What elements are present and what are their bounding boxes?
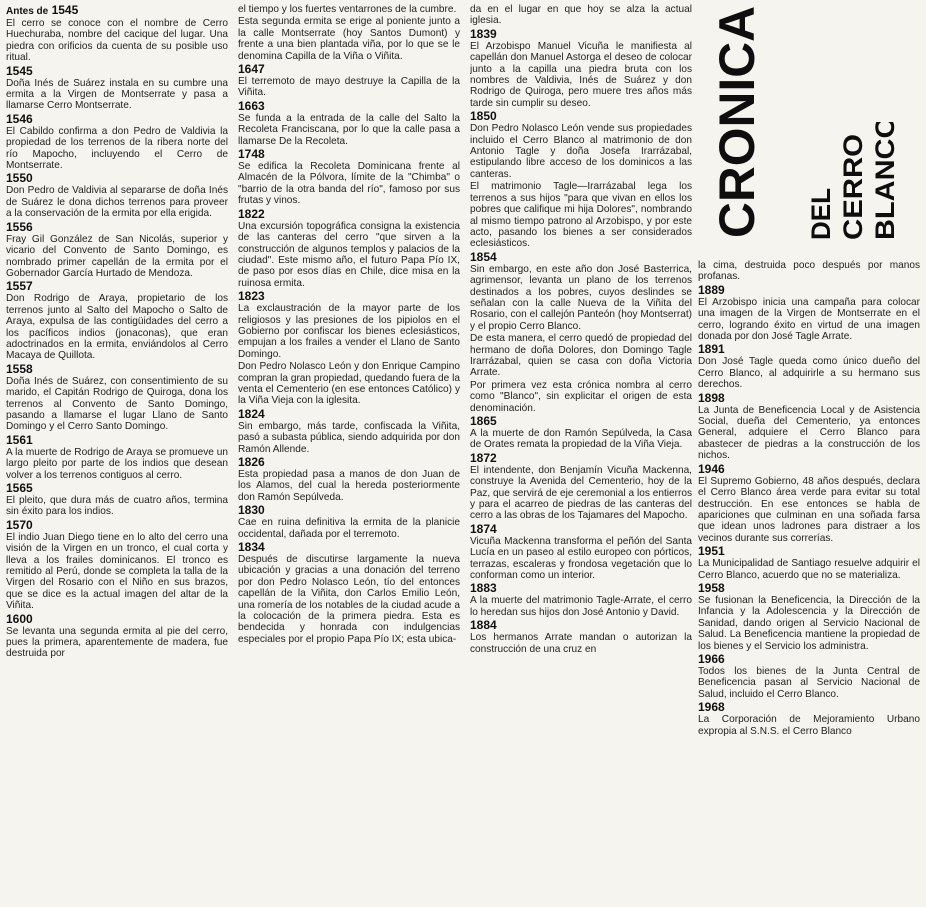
subtitle-blanco: BLANCO: [870, 124, 900, 240]
chronicle-entry: [6, 613, 228, 660]
column-4: [698, 260, 920, 902]
entry-text: Los hermanos Arrate mandan o autorizan la construcción de una cruz en: [470, 632, 692, 655]
entry-year: [470, 452, 692, 465]
entry-text: Fray Gil González de San Nicolás, superior y vicario del Convento de Santo Domingo, es nombrado primer capellán de la ermita por el Gobernador García Hurtado de Mendoza.: [6, 233, 228, 279]
chronicle-entry: [698, 260, 920, 283]
chronicle-entry: [698, 582, 920, 652]
chronicle-entry: [6, 65, 228, 112]
entry-text: Sin embargo, en este año don José Basterrica, agrimensor, levanta un plano de los terrenos destinados a los pobres, cuyos deslindes se señalan con la calle Nueva de la Viñita del Rosario, con el callejón Panteón (hoy Montserrat) y el propio Cerro Blanco.: [470, 263, 692, 332]
entry-year-number: 1558: [6, 361, 33, 376]
chronicle-entry: [238, 504, 460, 540]
entry-year: [470, 582, 692, 595]
column-3: [470, 4, 692, 904]
entry-year: [698, 284, 920, 297]
entry-year: [470, 619, 692, 632]
chronicle-entry: [238, 16, 460, 62]
chronicle-entry: [238, 290, 460, 360]
entry-year-number: 1557: [6, 279, 33, 294]
entry-year: [238, 100, 460, 113]
chronicle-entry: [6, 4, 228, 64]
entry-year: [698, 653, 920, 666]
entry-year-number: 1865: [470, 414, 497, 428]
entry-year: [698, 463, 920, 476]
entry-year-number: 1898: [698, 390, 725, 405]
chronicle-entry: [238, 361, 460, 407]
entry-year-number: 1951: [698, 544, 725, 559]
entry-year-number: 1850: [470, 109, 497, 124]
entry-year-number: 1561: [6, 432, 33, 447]
entry-text: De esta manera, el cerro quedó de propiedad del hermano de doña Dolores, don Domingo Tagle Irarrázabal, quien se casa con doña Victoria Arrate.: [470, 333, 692, 379]
entry-year: [698, 582, 920, 595]
entry-year: [6, 363, 228, 376]
entry-year: [698, 392, 920, 405]
chronicle-entry: [6, 280, 228, 361]
entry-text: Cae en ruina definitiva la ermita de la planicie occidental, dañada por el terremoto.: [238, 517, 460, 540]
chronicle-entry: [238, 541, 460, 645]
entry-text: El indio Juan Diego tiene en lo alto del cerro una visión de la Virgen en un tronco, el cual corta y lleva a los frailes dominicanos. El tronco es remitido al Perú, donde se completa la talla de la Virgen del Rosario con el Niño en sus brazos, que se dice es la actual imagen del altar de la Viñita.: [6, 531, 228, 612]
entry-text: el tiempo y los fuertes ventarrones de la cumbre.: [238, 4, 457, 15]
entry-text: El terremoto de mayo destruye la Capilla de la Viñita.: [238, 76, 460, 99]
chronicle-entry: [698, 392, 920, 462]
chronicle-entry: [698, 701, 920, 737]
entry-year: [238, 290, 460, 303]
entry-year: [6, 4, 228, 18]
entry-year: [6, 172, 228, 185]
entry-year-number: 1839: [470, 26, 497, 41]
chronicle-entry: [698, 653, 920, 700]
entry-year-number: 1883: [470, 581, 497, 596]
entry-year-number: 1958: [698, 580, 725, 595]
entry-text: El matrimonio Tagle—Irarrázabal lega los terrenos a sus hijos "para que vivan en ellos los pobres que califique mi hija Dolores", nombrando al mismo tiempo patrono al Arzobispo, y por este acto, pasando los bienes a ser considerados eclesiásticos.: [470, 181, 692, 250]
entry-year: [6, 482, 228, 495]
entry-year: [238, 504, 460, 517]
chronicle-entry: [698, 545, 920, 581]
entry-year: [470, 28, 692, 41]
column-1: [6, 4, 228, 904]
chronicle-entry: [238, 408, 460, 455]
entry-year-number: 1824: [238, 406, 265, 421]
entry-text: Se fusionan la Beneficencia, la Dirección de la Infancia y la Adolescencia y la Dirección de Sanidad, dando origen al Servicio Nacional de Salud. La Beneficencia mantiene la propiedad de los bienes y el Servicio los administra.: [698, 594, 920, 652]
entry-text: Se levanta una segunda ermita al pie del cerro, pues la primera, aparentemente de madera, fue destruida por: [6, 625, 228, 660]
entry-year-number: 1966: [698, 651, 725, 666]
chronicle-entry: [470, 619, 692, 655]
entry-year-number: 1545: [6, 63, 33, 78]
entry-year: [6, 113, 228, 126]
chronicle-entry: [698, 463, 920, 544]
entry-year: [6, 613, 228, 626]
chronicle-entry: [698, 343, 920, 390]
chronicle-entry: [6, 482, 228, 518]
entry-year: [238, 456, 460, 469]
entry-text: da en el lugar en que hoy se alza la actual iglesia.: [470, 4, 692, 27]
entry-text: Don Rodrigo de Araya, propietario de los terrenos junto al Salto del Mapocho o Salto de Araya, expulsa de las contigüidades del cerro a los pacíficos indios (jonaconas), que eran adoctrinados en la ermita, enviándolos al Cerro Macaya de Quillota.: [6, 293, 228, 362]
chronicle-entry: [470, 181, 692, 249]
entry-text: Después de discutirse largamente la nueva ubicación y gracias a una donación del terreno por don Pedro Nolasco León, tío del entonces capellán de la Viñita, don Carlos Emilio León, una romería de los notables de la ciudad acude a la colocación de la primera piedra. Esta es bendecida y honrada con indulgencias especiales por el propio Papa Pío IX; esta ubica-: [238, 554, 460, 645]
chronicle-entry: [238, 4, 460, 15]
chronicle-entry: [6, 172, 228, 219]
entry-text: Sin embargo, más tarde, confiscada la Viñita, pasó a subasta pública, siendo adquirida por don Ramón Allende.: [238, 420, 460, 455]
entry-year-number: 1968: [698, 700, 725, 715]
column-2: [238, 4, 460, 904]
chronicle-entry: [238, 63, 460, 99]
chronicle-entry: [470, 251, 692, 332]
entry-year: [6, 519, 228, 532]
entry-year-number: 1565: [6, 481, 33, 495]
entry-year-number: 1556: [6, 219, 33, 234]
entry-text: A la muerte de don Ramón Sepúlveda, la Casa de Orates remata la propiedad de la Viña Vieja.: [470, 428, 692, 451]
entry-text: El pleito, que dura más de cuatro años, termina sin éxito para los indios.: [6, 495, 228, 518]
entry-year-number: 1889: [698, 282, 725, 297]
entry-year: [238, 148, 460, 161]
entry-text: Se funda a la entrada de la calle del Salto la Recoleta Franciscana, por lo que la calle pasa a llamarse De la Recoleta.: [238, 112, 460, 147]
entry-text: la cima, destruida poco después por manos profanas.: [698, 260, 920, 283]
entry-year-number: 1748: [238, 147, 265, 162]
entry-year-number: 1834: [238, 540, 265, 555]
subtitle-cerro: CERRO: [838, 142, 868, 240]
entry-text: Vicuña Mackenna transforma el peñón del Santa Lucía en un paseo al estilo europeo con pórticos, terrazas, escaleras y frondosa vegetación que lo conforman como un interior.: [470, 535, 692, 582]
chronicle-entry: [6, 113, 228, 172]
entry-year: [470, 415, 692, 428]
entry-year-number: 1600: [6, 611, 33, 626]
entry-year-number: 1823: [238, 289, 265, 304]
chronicle-entry: [470, 28, 692, 109]
chronicle-entry: [470, 523, 692, 582]
entry-year-number: 1663: [238, 98, 265, 113]
chronicle-entry: [470, 582, 692, 618]
entry-text: El intendente, don Benjamín Vicuña Mackenna, construye la Avenida del Cementerio, hoy de la Paz, que servirá de eje ceremonial a los entierros y para el acarreo de piedras de las canteras del cerro a las obras de los Tajamares del Mapocho.: [470, 464, 692, 522]
entry-text: El Supremo Gobierno, 48 años después, declara el Cerro Blanco área verde para evitar su total destrucción. En ese entonces se habla de apariciones que culminan en una soñada farsa que idean unos ladrones para distraer a los vecinos durante sus correrías.: [698, 475, 920, 544]
chronicle-entry: [470, 333, 692, 379]
entry-text: La Municipalidad de Santiago resuelve adquirir el Cerro Blanco, acuerdo que no se materializa.: [698, 558, 920, 581]
main-title: [694, 2, 786, 242]
entry-text: La Junta de Beneficencia Local y de Asistencia Social, dueña del Cementerio, ya entonces General, adquiere el Cerro Blanco para abastecer de piedras a la construcción de los nichos.: [698, 404, 920, 462]
entry-year-number: 1946: [698, 461, 725, 476]
entry-year-number: 1854: [470, 249, 497, 264]
chronicle-entry: [698, 284, 920, 343]
subtitle-word-3: [866, 122, 900, 252]
entry-year: [6, 280, 228, 293]
entry-year: [470, 110, 692, 123]
entry-text: Esta segunda ermita se erige al poniente junto a la calle Montserrate (hoy Santos Dumont) y frente a una bien plantada viña, por lo que se le denomina Capilla de la Viña o Viñita.: [238, 16, 460, 62]
entry-year-number: 1570: [6, 517, 33, 532]
entry-year: [6, 434, 228, 447]
entry-year-number: 1545: [51, 4, 79, 17]
chronicle-entry: [470, 380, 692, 414]
entry-text: Se edifica la Recoleta Dominicana frente al Almacén de la Pólvora, límite de la "Chimba" o "barrio de la otra banda del río", famoso por sus frutas y vinos.: [238, 161, 460, 207]
chronicle-entry: [6, 434, 228, 481]
entry-year: [6, 221, 228, 234]
entry-text: Doña Inés de Suárez, con consentimiento de su marido, el Capitán Rodrigo de Quiroga, dona los terrenos al Convento de Santo Domingo, pasando a llamarse el lugar Llano de Santo Domingo y el Cerro Santo Domingo.: [6, 375, 228, 433]
chronicle-entry: [470, 110, 692, 180]
entry-year-prefix: Antes de: [6, 6, 49, 17]
subtitle-word-2: [834, 122, 868, 252]
entry-year-number: 1872: [470, 450, 497, 465]
subtitle-del: DEL: [806, 186, 836, 240]
entry-text: El cerro se conoce con el nombre de Cerro Huechuraba, nombre del cacique del lugar. Una piedra con orificios da cuenta de su posible uso ritual.: [6, 18, 228, 64]
subtitle-word-1: [802, 122, 836, 252]
entry-year: [470, 523, 692, 536]
entry-year-number: 1826: [238, 455, 265, 469]
entry-text: Don Pedro Nolasco León vende sus propiedades incluido el Cerro Blanco al matrimonio de don Antonio Tagle y doña Josefa Irarrázabal, estipulando libre acceso de los dominicos a las canteras.: [470, 123, 692, 180]
chronicle-entry: [470, 415, 692, 451]
entry-text: Todos los bienes de la Junta Central de Beneficencia pasan al Servicio Nacional de Salud, incluido el Cerro Blanco.: [698, 665, 920, 700]
chronicle-entry: [238, 100, 460, 147]
entry-year-number: 1884: [470, 618, 497, 633]
chronicle-entry: [238, 456, 460, 503]
entry-year-number: 1550: [6, 171, 33, 186]
entry-text: Una excursión topográfica consigna la existencia de las canteras del cerro "que sirven a la construcción de algunos templos y palacios de la ciudad". Este mismo año, el futuro Papa Pío IX, de paso por esos días en Chile, dice misa en la ruinosa ermita.: [238, 220, 460, 289]
entry-year: [698, 701, 920, 714]
entry-text: Don Pedro de Valdivia al separarse de doña Inés de Suárez le dona dichos terrenos para proveer a la conservación de la ermita por ella erigida.: [6, 185, 228, 220]
chronicle-entry: [6, 221, 228, 280]
entry-year-number: 1822: [238, 206, 265, 221]
entry-text: El Arzobispo Manuel Vicuña le manifiesta al capellán don Manuel Astorga el deseo de colocar junto a la capilla una piedra bruta con los nombres de Valdivia, Inés de Suárez y don Rodrigo de Quiroga, pero muere tres años más tarde sin cumplir su deseo.: [470, 40, 692, 109]
chronicle-entry: [238, 148, 460, 207]
entry-text: Don José Tagle queda como único dueño del Cerro Blanco, al adquirirle a su hermano sus derechos.: [698, 356, 920, 391]
chronicle-entry: [470, 452, 692, 522]
chronicle-entry: [6, 363, 228, 433]
entry-year: [238, 541, 460, 554]
chronicle-entry: [6, 519, 228, 612]
entry-year: [698, 343, 920, 356]
entry-text: El Arzobispo inicia una campaña para colocar una imagen de la Virgen de Montserrate en el cerro, logrando éxito en virtud de una imagen donada por don José Tagle Arrate.: [698, 296, 920, 343]
entry-year: [238, 208, 460, 221]
entry-year-number: 1830: [238, 503, 265, 518]
entry-year: [6, 65, 228, 78]
entry-year: [698, 545, 920, 558]
entry-text: El Cabildo confirma a don Pedro de Valdivia la propiedad de los terrenos de la ribera norte del río Mapocho, incluyendo el Cerro de Montserrate.: [6, 125, 228, 172]
entry-year: [238, 408, 460, 421]
entry-year-number: 1891: [698, 342, 725, 357]
chronicle-entry: [470, 4, 692, 27]
entry-text: Por primera vez esta crónica nombra al cerro como "Blanco", sin explicitar el origen de esta denominación.: [470, 379, 692, 414]
entry-text: A la muerte de Rodrigo de Araya se promueve un largo pleito por parte de los indios que desean volver a los terrenos contiguos al cerro.: [6, 446, 228, 481]
entry-year: [470, 251, 692, 264]
entry-text: Don Pedro Nolasco León y don Enrique Campino compran la gran propiedad, quedando fuera de la venta el Cementerio (en ese entonces Católico) y la Viña Vieja con la iglesita.: [238, 361, 460, 407]
chronicle-entry: [238, 208, 460, 289]
entry-year-number: 1874: [470, 521, 497, 536]
main-title-text: CRONICA: [709, 4, 765, 238]
entry-text: La exclaustración de la mayor parte de los religiosos y las presiones de los pipiolos en el Gobierno por confiscar los bienes eclesiásticos, empujan a los frailes a vender el Llano de Santo Domingo.: [238, 303, 460, 360]
entry-text: Esta propiedad pasa a manos de don Juan de los Alamos, del cual la hereda posteriormente don Ramón Sepúlveda.: [238, 469, 460, 503]
title-block: [700, 2, 920, 252]
entry-text: La Corporación de Mejoramiento Urbano expropia al S.N.S. el Cerro Blanco: [698, 714, 920, 737]
entry-year: [238, 63, 460, 76]
entry-year-number: 1546: [6, 111, 33, 126]
entry-year-number: 1647: [238, 62, 265, 77]
entry-text: Doña Inés de Suárez instala en su cumbre una ermita a la Virgen de Montserrate y pasa a llamarse Cerro Montserrate.: [6, 77, 228, 112]
entry-text: A la muerte del matrimonio Tagle-Arrate, el cerro lo heredan sus hijos don José Antonio y David.: [470, 595, 692, 618]
